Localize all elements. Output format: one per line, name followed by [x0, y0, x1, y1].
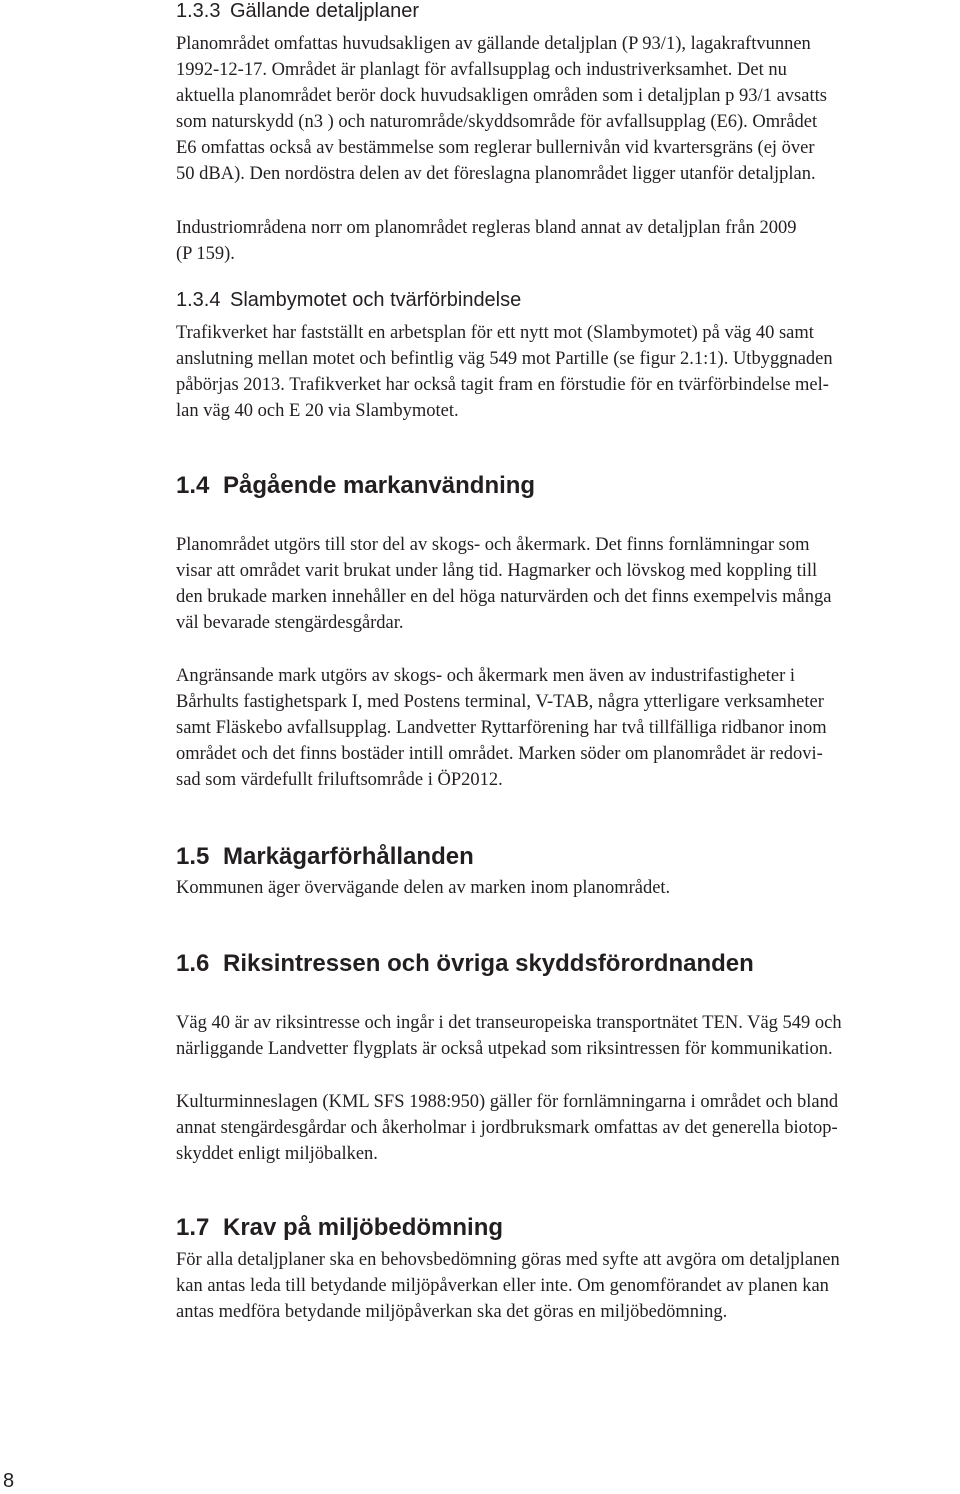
text-line: Trafikverket har fastställt en arbetsplan för ett nytt mot (Slambymotet) på väg 40 samt	[176, 323, 814, 343]
section-title: Gällande detaljplaner	[230, 0, 420, 22]
text-line: Angränsande mark utgörs av skogs- och åkermark men även av industrifastigheter i	[176, 666, 796, 686]
section-heading-1-3-4	[176, 289, 521, 312]
section-number: 1.3.3	[176, 0, 221, 22]
text-line: Väg 40 är av riksintresse och ingår i det transeuropeiska transportnätet TEN. Väg 549 och	[176, 1013, 842, 1033]
text-line: aktuella planområdet berör dock huvudsakligen områden som i detaljplan p 93/1 avsatts	[176, 86, 827, 106]
text-line: lan väg 40 och E 20 via Slambymotet.	[176, 401, 459, 421]
paragraph	[176, 1247, 956, 1325]
text-line: påbörjas 2013. Trafikverket har också tagit fram en förstudie för en tvärförbindelse mel-	[176, 375, 829, 395]
text-line: väl bevarade stengärdesgårdar.	[176, 613, 404, 633]
text-line: annat stengärdesgårdar och åkerholmar i jordbruksmark omfattas av det generella biotop-	[176, 1118, 838, 1138]
text-line: anslutning mellan motet och befintlig väg 549 mot Partille (se figur 2.1:1). Utbyggnaden	[176, 349, 833, 369]
section-heading-1-5	[176, 843, 474, 871]
text-line: samt Fläskebo avfallsupplag. Landvetter Ryttarförening har två tillfälliga ridbanor inom	[176, 718, 827, 738]
text-line: Industriområdena norr om planområdet regleras bland annat av detaljplan från 2009	[176, 218, 797, 238]
text-line: För alla detaljplaner ska en behovsbedömning göras med syfte att avgöra om detaljplanen	[176, 1250, 840, 1270]
text-line: visar att området varit brukat under lång tid. Hagmarker och lövskog med koppling till	[176, 561, 818, 581]
text-line: Kommunen äger övervägande delen av marken inom planområdet.	[176, 878, 671, 898]
text-line: Planområdet omfattas huvudsakligen av gällande detaljplan (P 93/1), lagakraftvunnen	[176, 34, 811, 54]
text-line: närliggande Landvetter flygplats är också utpekad som riksintressen för kommunikation.	[176, 1039, 833, 1059]
section-number: 1.6	[176, 950, 210, 977]
paragraph	[176, 215, 956, 267]
text-line: Planområdet utgörs till stor del av skogs- och åkermark. Det finns fornlämningar som	[176, 535, 810, 555]
section-title: Slambymotet och tvärförbindelse	[230, 289, 522, 311]
text-line: den brukade marken innehåller en del höga naturvärden och det finns exempelvis många	[176, 587, 832, 607]
paragraph	[176, 532, 956, 636]
text-line: området och det finns bostäder intill området. Marken söder om planområdet är redovi-	[176, 744, 823, 764]
paragraph	[176, 1089, 956, 1167]
text-line: antas medföra betydande miljöpåverkan ska det göras en miljöbedömning.	[176, 1302, 728, 1322]
section-title: Markägarförhållanden	[223, 843, 474, 870]
section-number: 1.4	[176, 472, 210, 499]
section-title: Pågående markanvändning	[223, 472, 536, 499]
text-line: Bårhults fastighetspark I, med Postens terminal, V-TAB, några ytterligare verksamheter	[176, 692, 824, 712]
page-number: 8	[3, 1470, 15, 1492]
section-heading-1-3-3	[176, 0, 419, 23]
text-line: kan antas leda till betydande miljöpåverkan eller inte. Om genomförandet av planen kan	[176, 1276, 829, 1296]
text-line: Kulturminneslagen (KML SFS 1988:950) gäller för fornlämningarna i området och bland	[176, 1092, 839, 1112]
section-heading-1-6	[176, 950, 754, 978]
text-line: sad som värdefullt friluftsområde i ÖP2012.	[176, 770, 503, 790]
section-title: Krav på miljöbedömning	[223, 1214, 504, 1241]
text-line: skyddet enligt miljöbalken.	[176, 1144, 378, 1164]
section-number: 1.3.4	[176, 289, 221, 311]
paragraph	[176, 320, 956, 424]
text-line: 1992-12-17. Området är planlagt för avfallsupplag och industriverksamhet. Det nu	[176, 60, 787, 80]
paragraph	[176, 875, 956, 901]
section-number: 1.5	[176, 843, 210, 870]
text-line: (P 159).	[176, 244, 235, 264]
text-line: 50 dBA). Den nordöstra delen av det föreslagna planområdet ligger utanför detaljplan.	[176, 164, 816, 184]
text-line: E6 omfattas också av bestämmelse som reglerar bullernivån vid kvartersgräns (ej över	[176, 138, 815, 158]
section-heading-1-4	[176, 472, 535, 500]
paragraph	[176, 31, 956, 187]
paragraph	[176, 1010, 956, 1062]
section-heading-1-7	[176, 1214, 503, 1242]
section-number: 1.7	[176, 1214, 210, 1241]
text-line: som naturskydd (n3 ) och naturområde/skyddsområde för avfallsupplag (E6). Området	[176, 112, 818, 132]
section-title: Riksintressen och övriga skyddsförordnanden	[223, 950, 754, 977]
paragraph	[176, 663, 956, 793]
